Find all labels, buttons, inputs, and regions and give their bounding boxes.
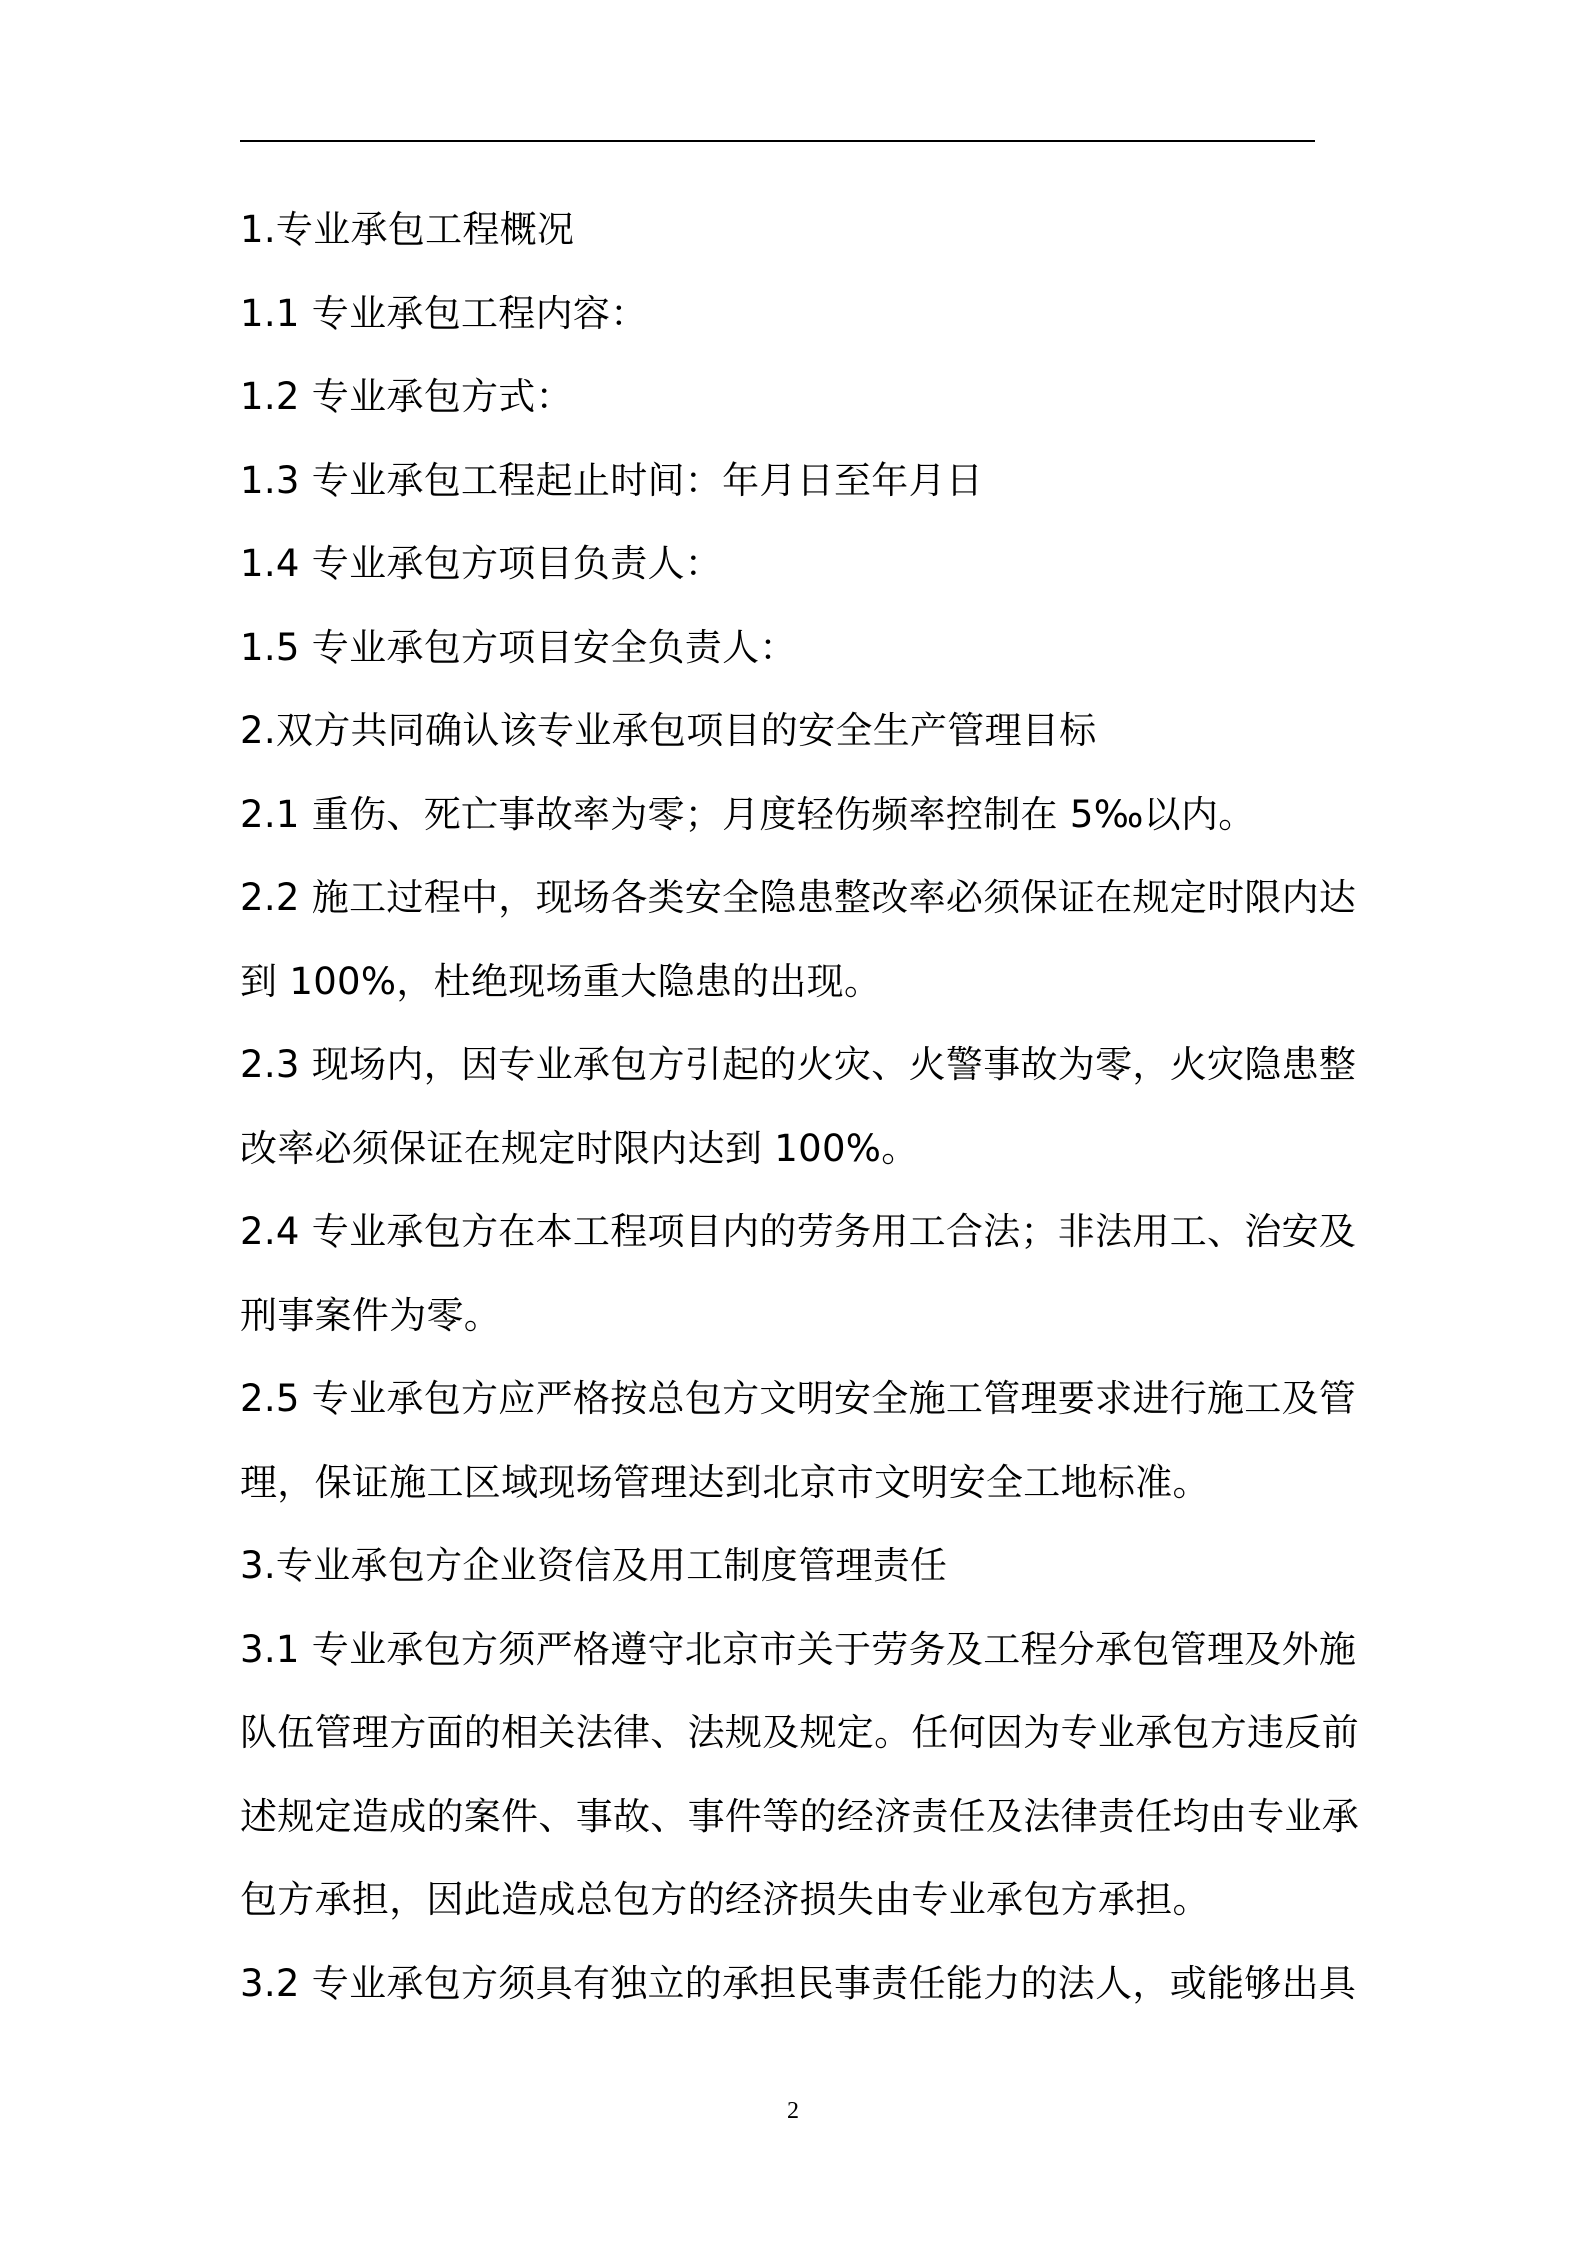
text-line: 1.3 专业承包工程起止时间：年月日至年月日	[240, 458, 984, 502]
text-line: 2.4 专业承包方在本工程项目内的劳务用工合法；非法用工、治安及	[240, 1210, 1357, 1253]
text-line: 理，保证施工区域现场管理达到北京市文明安全工地标准。	[240, 1460, 1210, 1504]
text-line: 3.1 专业承包方须严格遵守北京市关于劳务及工程分承包管理及外施	[240, 1627, 1357, 1671]
text-line: 3.2 专业承包方须具有独立的承担民事责任能力的法人，或能够出具	[240, 1961, 1357, 2005]
text-line: 1.2 专业承包方式：	[240, 375, 573, 418]
text-line: 2.双方共同确认该专业承包项目的安全生产管理目标	[240, 709, 1097, 752]
text-line: 1.专业承包工程概况	[240, 208, 575, 251]
text-line: 述规定造成的案件、事故、事件等的经济责任及法律责任均由专业承	[240, 1794, 1359, 1838]
text-line: 2.2 施工过程中，现场各类安全隐患整改率必须保证在规定时限内达	[240, 876, 1357, 919]
text-line: 1.5 专业承包方项目安全负责人：	[240, 625, 797, 669]
text-line: 包方承担，因此造成总包方的经济损失由专业承包方承担。	[240, 1878, 1210, 1921]
text-line: 改率必须保证在规定时限内达到 100%。	[240, 1126, 919, 1170]
text-line: 队伍管理方面的相关法律、法规及规定。任何因为专业承包方违反前	[240, 1711, 1359, 1754]
text-line: 2.3 现场内，因专业承包方引起的火灾、火警事故为零，火灾隐患整	[240, 1043, 1357, 1086]
header-rule	[240, 140, 1315, 142]
text-line: 2.1 重伤、死亡事故率为零；月度轻伤频率控制在 5‰以内。	[240, 792, 1256, 836]
document-body	[240, 188, 1358, 2025]
text-line: 到 100%，杜绝现场重大隐患的出现。	[240, 959, 882, 1003]
text-line: 2.5 专业承包方应严格按总包方文明安全施工管理要求进行施工及管	[240, 1377, 1357, 1420]
text-line: 刑事案件为零。	[240, 1293, 502, 1337]
text-line: 1.1 专业承包工程内容：	[240, 291, 648, 335]
text-line: 1.4 专业承包方项目负责人：	[240, 542, 723, 585]
page-number: 2	[787, 2098, 799, 2124]
text-line: 3.专业承包方企业资信及用工制度管理责任	[240, 1544, 948, 1587]
